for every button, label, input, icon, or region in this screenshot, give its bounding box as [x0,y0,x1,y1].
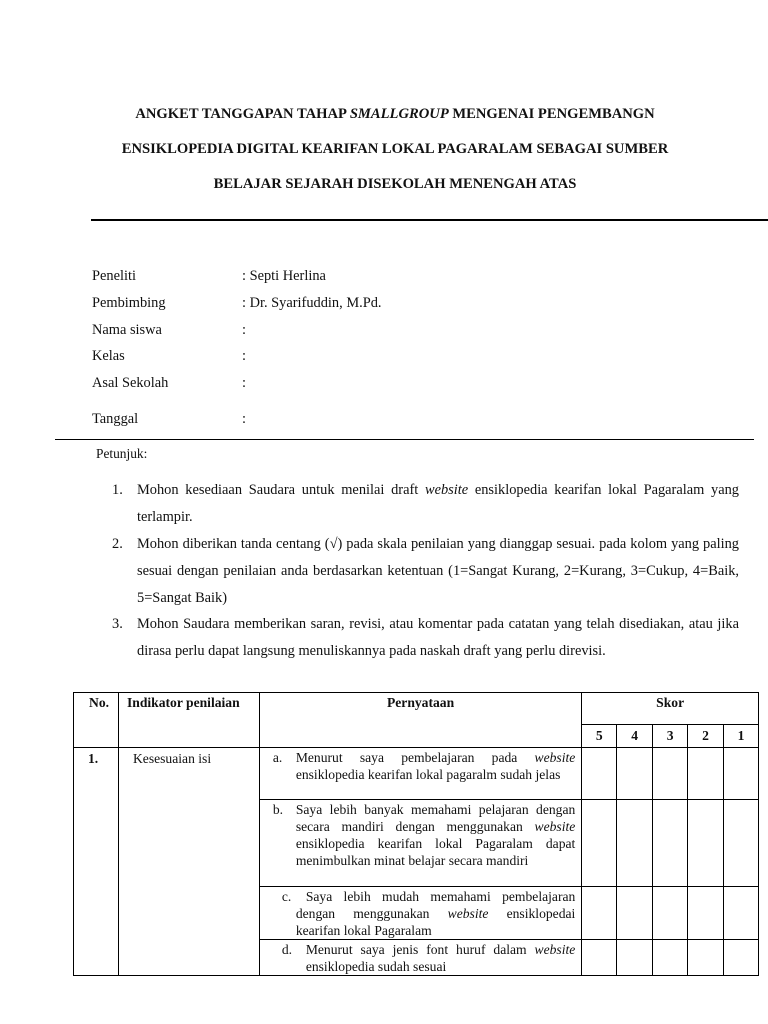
score-cell-c-5[interactable] [582,887,617,940]
statement-a: a. Menurut saya pembelajaran pada website ensiklopedia kearifan lokal pagaralm sudah jelas [259,748,582,800]
score-cell-a-5[interactable] [582,748,617,800]
score-cell-c-1[interactable] [724,887,759,940]
score-cell-a-4[interactable] [617,748,653,800]
score-cell-b-3[interactable] [653,800,688,887]
score-cell-b-5[interactable] [582,800,617,887]
score-cell-d-3[interactable] [653,940,688,976]
score-cell-a-1[interactable] [724,748,759,800]
header-no: No. [74,693,119,748]
statement-d: d. Menurut saya jenis font huruf dalam website ensiklopedia sudah sesuai [259,940,582,976]
header-indikator: Indikator penilaian [118,693,259,748]
score-header-3: 3 [653,725,688,748]
row-indicator: Kesesuaian isi [118,748,259,976]
score-header-2: 2 [688,725,724,748]
title-divider [91,219,768,221]
score-header-5: 5 [582,725,617,748]
title-italic-word: SMALLGROUP [349,106,449,122]
assessment-table [73,692,759,976]
statement-c: c. Saya lebih mudah memahami pembelajaran dengan menggunakan website ensiklopedai kearifan lokal Pagaralam [259,887,582,940]
score-cell-d-5[interactable] [582,940,617,976]
score-cell-c-2[interactable] [688,887,724,940]
title-line-1: ANGKET TANGGAPAN TAHAP SMALLGROUP MENGENAI PENGEMBANGN [135,106,655,122]
instruction-item-1: 1. Mohon kesediaan Saudara untuk menilai draft website ensiklopedia kearifan lokal Pagaralam yang terlampir. [112,482,739,525]
score-cell-c-4[interactable] [617,887,653,940]
score-cell-a-3[interactable] [653,748,688,800]
title-line-2: ENSIKLOPEDIA DIGITAL KEARIFAN LOKAL PAGARALAM SEBAGAI SUMBER [121,141,669,157]
instruction-item-3: 3. Mohon Saudara memberikan saran, revisi, atau komentar pada catatan yang telah disediakan, atau jika dirasa perlu dapat langsung menuliskannya pada naskah draft yang perlu direvisi. [112,616,739,659]
score-cell-b-1[interactable] [724,800,759,887]
score-cell-b-4[interactable] [617,800,653,887]
instructions-heading: Petunjuk: [96,446,148,461]
header-skor: Skor [582,693,759,725]
table-row [74,748,759,800]
statement-b: b. Saya lebih banyak memahami pelajaran dengan secara mandiri dengan menggunakan website ensiklopedia kearifan lokal Pagaralam dapat menimbulkan minat belajar secara mandiri [259,800,582,887]
identity-divider [55,439,754,440]
row-number: 1. [74,748,119,976]
score-cell-d-1[interactable] [724,940,759,976]
score-cell-d-4[interactable] [617,940,653,976]
score-cell-a-2[interactable] [688,748,724,800]
score-header-1: 1 [724,725,759,748]
header-pernyataan: Pernyataan [259,693,582,748]
score-cell-d-2[interactable] [688,940,724,976]
score-cell-b-2[interactable] [688,800,724,887]
instruction-item-2: 2. Mohon diberikan tanda centang (√) pada skala penilaian yang dianggap sesuai. pada kolom yang paling sesuai dengan penilaian anda berdasarkan ketentuan (1=Sangat Kurang, 2=Kurang, 3=Cukup, 4=Baik, 5=Sangat Baik) [112,536,739,606]
score-header-4: 4 [617,725,653,748]
score-cell-c-3[interactable] [653,887,688,940]
title-line-3: BELAJAR SEJARAH DISEKOLAH MENENGAH ATAS [213,176,577,192]
